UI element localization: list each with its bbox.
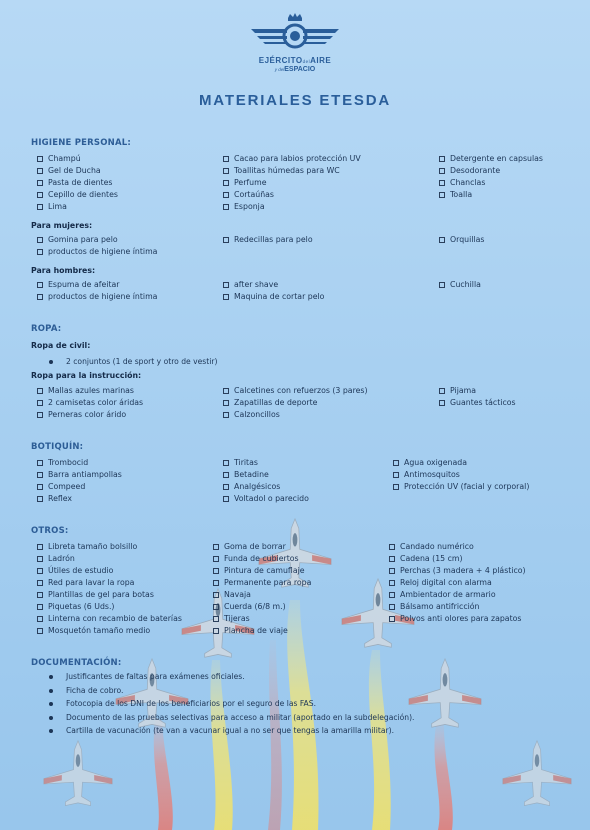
logo-text-espacio: ESPACIO <box>284 66 316 73</box>
checkbox-icon[interactable] <box>223 496 229 502</box>
section-heading-botiquin: BOTIQUÍN: <box>31 442 84 452</box>
checklist-item[interactable]: Bálsamo antifricción <box>389 602 480 611</box>
checkbox-icon[interactable] <box>223 484 229 490</box>
checklist-item[interactable]: Perfume <box>223 178 267 187</box>
checkbox-icon[interactable] <box>223 294 229 300</box>
checklist-item[interactable]: Red para lavar la ropa <box>37 578 134 587</box>
checklist-item[interactable]: Voltadol o parecido <box>223 494 309 503</box>
checkbox-icon[interactable] <box>439 388 445 394</box>
checklist-item[interactable]: Analgésicos <box>223 482 280 491</box>
checklist-item[interactable]: Guantes tácticos <box>439 398 516 407</box>
checkbox-icon[interactable] <box>393 460 399 466</box>
checklist-item[interactable]: Reloj digital con alarma <box>389 578 492 587</box>
checkbox-icon[interactable] <box>37 496 43 502</box>
checklist-item[interactable]: Tiritas <box>223 458 258 467</box>
bullet-item: Documento de las pruebas selectivas para acceso a militar (aportado en la subdelegación). <box>49 713 414 722</box>
checkbox-icon[interactable] <box>439 282 445 288</box>
subheading-hombres: Para hombres: <box>31 266 96 275</box>
checklist-item[interactable]: Linterna con recambio de baterías <box>37 614 182 623</box>
checklist-item[interactable]: productos de higiene íntima <box>37 247 157 256</box>
checkbox-icon[interactable] <box>37 616 43 622</box>
checkbox-icon[interactable] <box>213 628 219 634</box>
checklist-item[interactable]: Barra antiampollas <box>37 470 122 479</box>
checkbox-icon[interactable] <box>37 628 43 634</box>
checkbox-icon[interactable] <box>37 556 43 562</box>
checkbox-icon[interactable] <box>213 616 219 622</box>
checkbox-icon[interactable] <box>389 556 395 562</box>
checklist-item[interactable]: Betadine <box>223 470 269 479</box>
checkbox-icon[interactable] <box>439 180 445 186</box>
checklist-item[interactable]: Plancha de viaje <box>213 626 288 635</box>
checklist-item[interactable]: Orquillas <box>439 235 484 244</box>
section-heading-higiene: HIGIENE PERSONAL: <box>31 138 131 148</box>
checklist-item[interactable]: Cuerda (6/8 m.) <box>213 602 286 611</box>
checkbox-icon[interactable] <box>37 204 43 210</box>
bullet-icon <box>49 716 53 720</box>
checklist-item[interactable]: Desodorante <box>439 166 500 175</box>
checkbox-icon[interactable] <box>389 544 395 550</box>
checklist-item[interactable]: after shave <box>223 280 278 289</box>
checklist-item[interactable]: Chanclas <box>439 178 485 187</box>
checkbox-icon[interactable] <box>223 192 229 198</box>
section-heading-otros: OTROS: <box>31 526 69 536</box>
checklist-item[interactable]: Plantillas de gel para botas <box>37 590 154 599</box>
bullet-icon <box>49 675 53 679</box>
checkbox-icon[interactable] <box>389 616 395 622</box>
checkbox-icon[interactable] <box>223 282 229 288</box>
checklist-item[interactable]: Cacao para labios protección UV <box>223 154 361 163</box>
checkbox-icon[interactable] <box>37 156 43 162</box>
checklist-item[interactable]: Maquina de cortar pelo <box>223 292 324 301</box>
logo-text-ejercito: EJÉRCITO <box>258 56 303 65</box>
checklist-item[interactable]: Redecillas para pelo <box>223 235 313 244</box>
page-title: MATERIALES ETESDA <box>199 92 391 109</box>
checklist-item[interactable]: Ambientador de armario <box>389 590 496 599</box>
checklist-item[interactable]: Toalla <box>439 190 472 199</box>
checkbox-icon[interactable] <box>37 568 43 574</box>
checklist-item[interactable]: Espuma de afeitar <box>37 280 119 289</box>
checklist-item[interactable]: Compeed <box>37 482 85 491</box>
checkbox-icon[interactable] <box>439 156 445 162</box>
checklist-item[interactable]: Calcetines con refuerzos (3 pares) <box>223 386 368 395</box>
bullet-item: Justificantes de faltas para exámenes oficiales. <box>49 672 245 681</box>
checkbox-icon[interactable] <box>389 592 395 598</box>
checkbox-icon[interactable] <box>389 580 395 586</box>
checkbox-icon[interactable] <box>223 168 229 174</box>
checkbox-icon[interactable] <box>213 544 219 550</box>
checkbox-icon[interactable] <box>213 580 219 586</box>
checkbox-icon[interactable] <box>439 168 445 174</box>
checkbox-icon[interactable] <box>213 592 219 598</box>
checkbox-icon[interactable] <box>37 460 43 466</box>
checklist-item[interactable]: Reflex <box>37 494 72 503</box>
checkbox-icon[interactable] <box>439 237 445 243</box>
air-force-logo <box>243 12 347 76</box>
checklist-item[interactable]: Mallas azules marinas <box>37 386 134 395</box>
checklist-item[interactable]: Trombocid <box>37 458 88 467</box>
checklist-item[interactable]: Lima <box>37 202 67 211</box>
checkbox-icon[interactable] <box>223 412 229 418</box>
checklist-item[interactable]: Gel de Ducha <box>37 166 101 175</box>
section-heading-ropa: ROPA: <box>31 324 62 334</box>
checkbox-icon[interactable] <box>37 484 43 490</box>
bullet-item: Fotocopia de los DNI de los beneficiarios por el seguro de las FAS. <box>49 699 316 708</box>
checkbox-icon[interactable] <box>37 180 43 186</box>
checkbox-icon[interactable] <box>37 249 43 255</box>
checklist-item[interactable]: Gomina para pelo <box>37 235 118 244</box>
checkbox-icon[interactable] <box>37 237 43 243</box>
checkbox-icon[interactable] <box>37 580 43 586</box>
checkbox-icon[interactable] <box>37 168 43 174</box>
logo-text-del: del <box>302 59 311 64</box>
checklist-item[interactable]: Goma de borrar <box>213 542 286 551</box>
checkbox-icon[interactable] <box>393 484 399 490</box>
checkbox-icon[interactable] <box>37 544 43 550</box>
section-heading-documentacion: DOCUMENTACIÓN: <box>31 658 122 668</box>
checkbox-icon[interactable] <box>223 237 229 243</box>
checklist-item[interactable]: Ladrón <box>37 554 75 563</box>
checkbox-icon[interactable] <box>223 400 229 406</box>
checklist-item[interactable]: Detergente en capsulas <box>439 154 543 163</box>
checkbox-icon[interactable] <box>223 180 229 186</box>
bullet-icon <box>49 729 53 733</box>
checkbox-icon[interactable] <box>213 556 219 562</box>
checklist-item[interactable]: Cepillo de dientes <box>37 190 118 199</box>
checklist-item[interactable]: Agua oxigenada <box>393 458 467 467</box>
checkbox-icon[interactable] <box>223 156 229 162</box>
checkbox-icon[interactable] <box>439 192 445 198</box>
checklist-item[interactable]: Cortaúñas <box>223 190 274 199</box>
checklist-item[interactable]: Champú <box>37 154 81 163</box>
checklist-item[interactable]: Toallitas húmedas para WC <box>223 166 340 175</box>
checklist-item[interactable]: Cuchilla <box>439 280 481 289</box>
subheading-mujeres: Para mujeres: <box>31 221 93 230</box>
checkbox-icon[interactable] <box>37 400 43 406</box>
checklist-item[interactable]: Funda de cubiertos <box>213 554 299 563</box>
subheading-ropa-instruccion: Ropa para la instrucción: <box>31 371 142 380</box>
checkbox-icon[interactable] <box>37 388 43 394</box>
checkbox-icon[interactable] <box>37 192 43 198</box>
checkbox-icon[interactable] <box>223 204 229 210</box>
checklist-item[interactable]: Piquetas (6 Uds.) <box>37 602 114 611</box>
checklist-item[interactable]: Esponja <box>223 202 265 211</box>
checkbox-icon[interactable] <box>37 472 43 478</box>
checklist-item[interactable]: Mosquetón tamaño medio <box>37 626 150 635</box>
checkbox-icon[interactable] <box>223 472 229 478</box>
checklist-item[interactable]: Pintura de camuflaje <box>213 566 305 575</box>
checkbox-icon[interactable] <box>223 460 229 466</box>
bullet-icon <box>49 702 53 706</box>
checklist-item[interactable]: Polvos anti olores para zapatos <box>389 614 521 623</box>
checkbox-icon[interactable] <box>37 294 43 300</box>
logo-text-aire: AIRE <box>310 56 332 65</box>
subheading-ropa-civil: Ropa de civil: <box>31 341 91 350</box>
checkbox-icon[interactable] <box>223 388 229 394</box>
checklist-item[interactable]: Protección UV (facial y corporal) <box>393 482 529 491</box>
checkbox-icon[interactable] <box>389 568 395 574</box>
checklist-item[interactable]: productos de higiene íntima <box>37 292 157 301</box>
checkbox-icon[interactable] <box>37 412 43 418</box>
checkbox-icon[interactable] <box>37 592 43 598</box>
checkbox-icon[interactable] <box>213 604 219 610</box>
checklist-item[interactable]: Candado numérico <box>389 542 474 551</box>
checklist-item[interactable]: Tijeras <box>213 614 250 623</box>
checkbox-icon[interactable] <box>213 568 219 574</box>
logo-text-ydel: y del <box>274 67 285 72</box>
bullet-item: 2 conjuntos (1 de sport y otro de vestir) <box>49 357 217 366</box>
checklist-item[interactable]: Perchas (3 madera + 4 plástico) <box>389 566 526 575</box>
checklist-item[interactable]: Cadena (15 cm) <box>389 554 463 563</box>
checklist-item[interactable]: Zapatillas de deporte <box>223 398 317 407</box>
checklist-item[interactable]: Antimosquitos <box>393 470 460 479</box>
checklist-item[interactable]: Perneras color árido <box>37 410 126 419</box>
checklist-item[interactable]: Pasta de dientes <box>37 178 113 187</box>
checkbox-icon[interactable] <box>393 472 399 478</box>
bullet-item: Cartilla de vacunación (te van a vacunar igual a no ser que tengas la amarilla militar). <box>49 726 394 735</box>
checklist-item[interactable]: Permanente para ropa <box>213 578 311 587</box>
bullet-icon <box>49 689 53 693</box>
checkbox-icon[interactable] <box>439 400 445 406</box>
checklist-item[interactable]: Navaja <box>213 590 251 599</box>
checklist-item[interactable]: Libreta tamaño bolsillo <box>37 542 137 551</box>
checklist-item[interactable]: 2 camisetas color áridas <box>37 398 143 407</box>
checkbox-icon[interactable] <box>37 604 43 610</box>
bullet-icon <box>49 360 53 364</box>
checkbox-icon[interactable] <box>37 282 43 288</box>
bullet-item: Ficha de cobro. <box>49 686 123 695</box>
checklist-item[interactable]: Pijama <box>439 386 476 395</box>
checklist-item[interactable]: Calzoncillos <box>223 410 280 419</box>
checklist-item[interactable]: Útiles de estudio <box>37 566 113 575</box>
checkbox-icon[interactable] <box>389 604 395 610</box>
